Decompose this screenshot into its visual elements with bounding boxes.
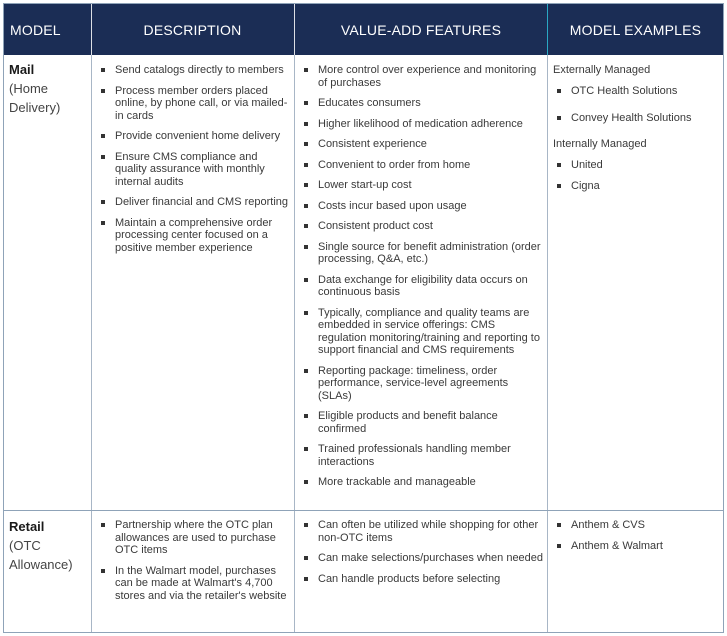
list-item: More trackable and manageable [300, 476, 544, 489]
header-description: DESCRIPTION [143, 21, 242, 38]
model-name: Mail [9, 62, 35, 77]
header-model: MODEL [10, 21, 61, 38]
model-name: Retail [9, 519, 45, 534]
list-item: Higher likelihood of medication adherence [300, 118, 544, 131]
list-item: Can handle products before selecting [300, 573, 544, 586]
list-item: Typically, compliance and quality teams are embedded in service offerings: CMS regulation monitoring/training and reporting to support financial and CMS requirements [300, 307, 544, 357]
list-item: Convenient to order from home [300, 159, 544, 172]
description-cell [97, 55, 289, 510]
model-subtitle: Delivery) [9, 100, 61, 115]
list-item: Educates consumers [300, 97, 544, 110]
list-item: In the Walmart model, purchases can be made at Walmart's 4,700 stores and via the retailer's website [97, 565, 289, 603]
list-item: Convey Health Solutions [553, 112, 721, 125]
list-item: Data exchange for eligibility data occurs on continuous basis [300, 274, 544, 299]
model-subtitle: (OTC [9, 538, 41, 553]
list-item: Send catalogs directly to members [97, 64, 289, 77]
list-item: Anthem & CVS [553, 519, 721, 532]
list-item: More control over experience and monitoring of purchases [300, 64, 544, 89]
list-item: Cigna [553, 180, 721, 193]
table-row-retail [4, 511, 723, 632]
list-item: Lower start-up cost [300, 179, 544, 192]
list-item: Consistent product cost [300, 220, 544, 233]
internally-managed-label: Internally Managed [553, 138, 647, 150]
table-row-mail [4, 55, 723, 511]
list-item: United [553, 159, 721, 172]
examples-cell [553, 55, 721, 510]
list-item: Partnership where the OTC plan allowances are used to purchase OTC items [97, 519, 289, 557]
model-subtitle: Allowance) [9, 557, 73, 572]
list-item: Single source for benefit administration (order processing, Q&A, etc.) [300, 241, 544, 266]
list-item: Maintain a comprehensive order processing center focused on a positive member experience [97, 217, 289, 255]
model-cell [9, 511, 89, 632]
list-item: Deliver financial and CMS reporting [97, 196, 289, 209]
list-item: Eligible products and benefit balance confirmed [300, 410, 544, 435]
otc-models-table [3, 3, 724, 633]
list-item: Provide convenient home delivery [97, 130, 289, 143]
list-item: Trained professionals handling member interactions [300, 443, 544, 468]
list-item: Reporting package: timeliness, order performance, service-level agreements (SLAs) [300, 365, 544, 403]
model-cell [9, 55, 89, 510]
model-subtitle: (Home [9, 81, 49, 96]
features-cell [300, 511, 544, 632]
list-item: Consistent experience [300, 138, 544, 151]
list-item: Can often be utilized while shopping for other non-OTC items [300, 519, 544, 544]
list-item: Process member orders placed online, by phone call, or via mailed-in cards [97, 85, 289, 123]
features-cell [300, 55, 544, 510]
list-item: Ensure CMS compliance and quality assurance with monthly internal audits [97, 151, 289, 189]
list-item: OTC Health Solutions [553, 85, 721, 98]
list-item: Costs incur based upon usage [300, 200, 544, 213]
list-item: Can make selections/purchases when needed [300, 552, 544, 565]
header-examples: MODEL EXAMPLES [569, 21, 702, 38]
externally-managed-label: Externally Managed [553, 64, 651, 76]
table-header [4, 4, 723, 55]
list-item: Anthem & Walmart [553, 540, 721, 553]
header-features: VALUE-ADD FEATURES [340, 21, 502, 38]
examples-cell [553, 511, 721, 632]
description-cell [97, 511, 289, 632]
